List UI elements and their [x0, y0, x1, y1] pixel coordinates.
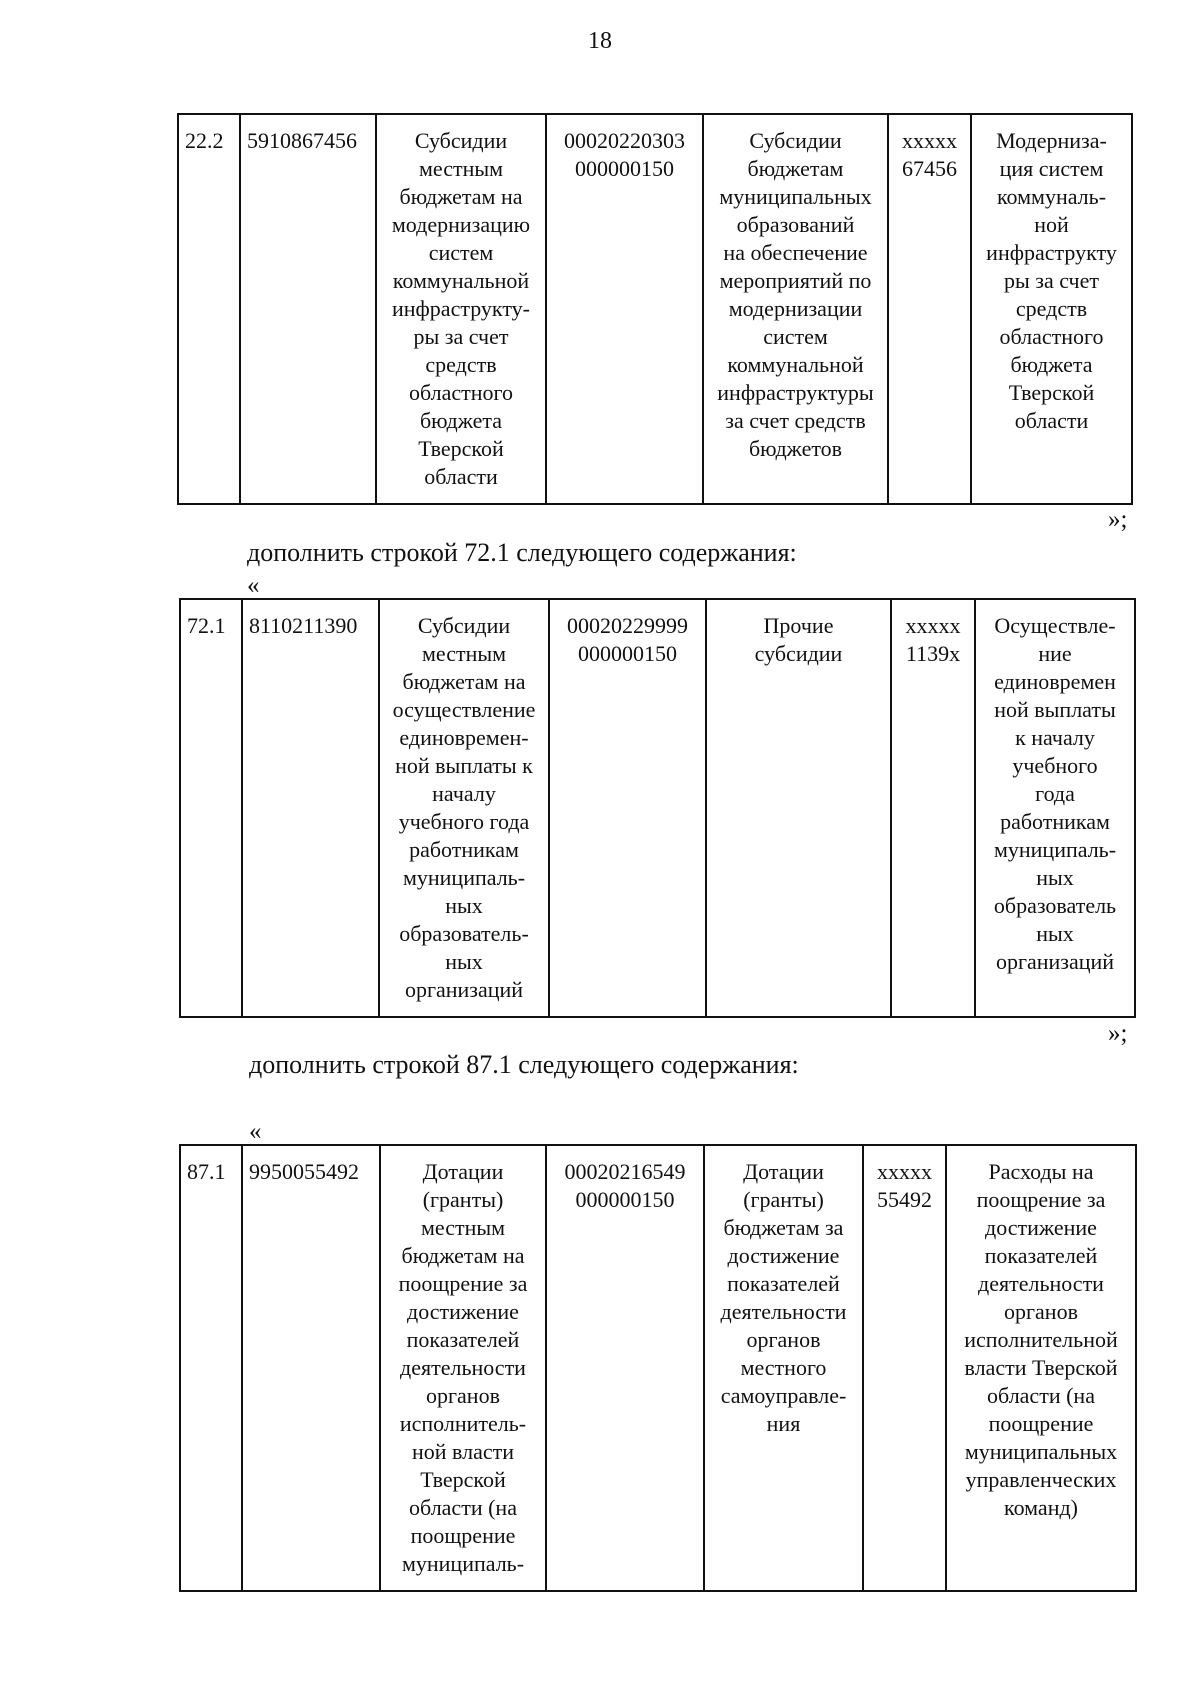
expense-code-cell: xxxxx 1139x [891, 599, 975, 1017]
closing-quote: »; [1108, 1020, 1128, 1047]
opening-quote: « [249, 1118, 262, 1145]
opening-quote: « [247, 572, 260, 599]
code-cell: 9950055492 [242, 1145, 380, 1591]
direction-cell: Расходы на поощрение за достижение показателей деятельности органов исполнительной власти Тверской области (на поощрение муниципальных управленческих команд) [946, 1145, 1136, 1591]
closing-quote: »; [1108, 506, 1128, 533]
code-cell: 8110211390 [242, 599, 379, 1017]
income-code-cell: 00020229999 000000150 [549, 599, 706, 1017]
name-cell: Субсидии местным бюджетам на осуществление единовремен- ной выплаты к началу учебного года работникам муниципаль- ных образователь- ных организаций [379, 599, 549, 1017]
intro-paragraph: дополнить строкой 72.1 следующего содержания: [247, 538, 797, 567]
name-cell: Субсидии местным бюджетам на модернизацию систем коммунальной инфраструкту- ры за счет средств областного бюджета Тверской области [376, 114, 546, 504]
income-name-cell: Дотации (гранты) бюджетам за достижение показателей деятельности органов местного самоуправле- ния [704, 1145, 863, 1591]
table-row [180, 1145, 1136, 1591]
income-code-cell: 00020216549 000000150 [546, 1145, 704, 1591]
code-cell: 5910867456 [240, 114, 376, 504]
page-number: 18 [588, 28, 612, 54]
row-number-cell: 22.2 [178, 114, 240, 504]
income-name-cell: Субсидии бюджетам муниципальных образований на обеспечение мероприятий по модернизации систем коммунальной инфраструктуры за счет средств бюджетов [703, 114, 888, 504]
table-row-72-1 [179, 598, 1136, 1018]
direction-cell: Осуществле- ние единовремен ной выплаты к началу учебного года работникам муниципаль- ных образователь ных организаций [975, 599, 1135, 1017]
row-number-cell: 87.1 [180, 1145, 242, 1591]
table-row [178, 114, 1132, 504]
direction-cell: Модерниза- ция систем коммуналь- ной инфраструкту ры за счет средств областного бюджета Тверской области [971, 114, 1132, 504]
expense-code-cell: xxxxx 55492 [863, 1145, 946, 1591]
intro-paragraph: дополнить строкой 87.1 следующего содержания: [249, 1050, 799, 1079]
table-row-22-2 [177, 113, 1133, 505]
expense-code-cell: xxxxx 67456 [888, 114, 971, 504]
income-code-cell: 00020220303 000000150 [546, 114, 703, 504]
name-cell: Дотации (гранты) местным бюджетам на поощрение за достижение показателей деятельности органов исполнитель- ной власти Тверской области (на поощрение муниципаль- [380, 1145, 546, 1591]
row-number-cell: 72.1 [180, 599, 242, 1017]
table-row [180, 599, 1135, 1017]
income-name-cell: Прочие субсидии [706, 599, 891, 1017]
table-row-87-1 [179, 1144, 1137, 1592]
